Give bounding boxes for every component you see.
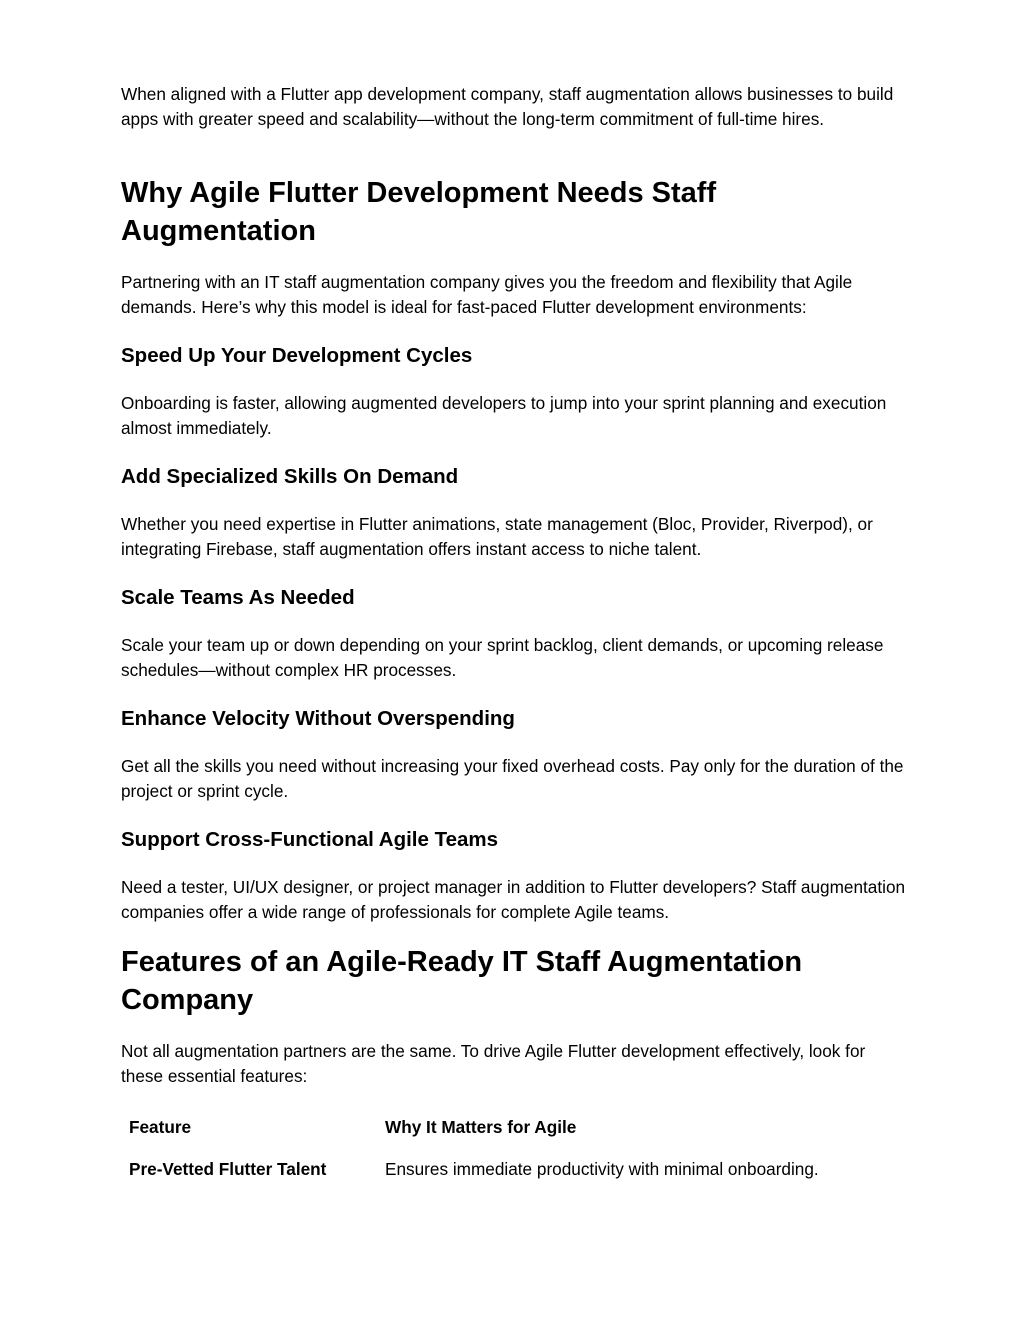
table-cell-why: Ensures immediate productivity with minimal onboarding.	[385, 1159, 819, 1179]
features-table	[121, 1117, 905, 1201]
table-header-feature: Feature	[129, 1117, 192, 1137]
table-header-row	[121, 1117, 905, 1159]
subheading-specialized-skills: Add Specialized Skills On Demand	[121, 465, 459, 488]
subheading-speed-up: Speed Up Your Development Cycles	[121, 344, 473, 367]
paragraph-speed-up: Onboarding is faster, allowing augmented developers to jump into your sprint planning and execution almost immediately.	[121, 393, 887, 438]
section-heading-why-agile: Why Agile Flutter Development Needs Staff Augmentation	[121, 177, 717, 247]
paragraph-scale-teams: Scale your team up or down depending on your sprint backlog, client demands, or upcoming release schedules—without complex HR processes.	[121, 635, 884, 680]
section-heading-features: Features of an Agile-Ready IT Staff Augmentation Company	[121, 946, 803, 1016]
subheading-enhance-velocity: Enhance Velocity Without Overspending	[121, 707, 515, 730]
subheading-cross-functional: Support Cross-Functional Agile Teams	[121, 828, 499, 851]
table-row	[121, 1159, 905, 1201]
intro-paragraph: When aligned with a Flutter app development company, staff augmentation allows businesses to build apps with greater speed and scalability—without the long-term commitment of full-time hires.	[121, 84, 894, 129]
table-cell-feature: Pre-Vetted Flutter Talent	[129, 1159, 327, 1179]
section-paragraph-why-agile: Partnering with an IT staff augmentation company gives you the freedom and flexibility that Agile demands. Here’s why this model is ideal for fast-paced Flutter development environments:	[121, 272, 853, 317]
paragraph-specialized-skills: Whether you need expertise in Flutter animations, state management (Bloc, Provider, Riverpod), or integrating Firebase, staff augmentation offers instant access to niche talent.	[121, 514, 873, 559]
section-paragraph-features: Not all augmentation partners are the same. To drive Agile Flutter development effectively, look for these essential features:	[121, 1041, 866, 1086]
paragraph-enhance-velocity: Get all the skills you need without increasing your fixed overhead costs. Pay only for the duration of the project or sprint cycle.	[121, 756, 904, 801]
table-header-why: Why It Matters for Agile	[385, 1117, 577, 1137]
paragraph-cross-functional: Need a tester, UI/UX designer, or project manager in addition to Flutter developers? Staff augmentation companies offer a wide range of professionals for complete Agile teams.	[121, 877, 906, 922]
subheading-scale-teams: Scale Teams As Needed	[121, 586, 355, 609]
